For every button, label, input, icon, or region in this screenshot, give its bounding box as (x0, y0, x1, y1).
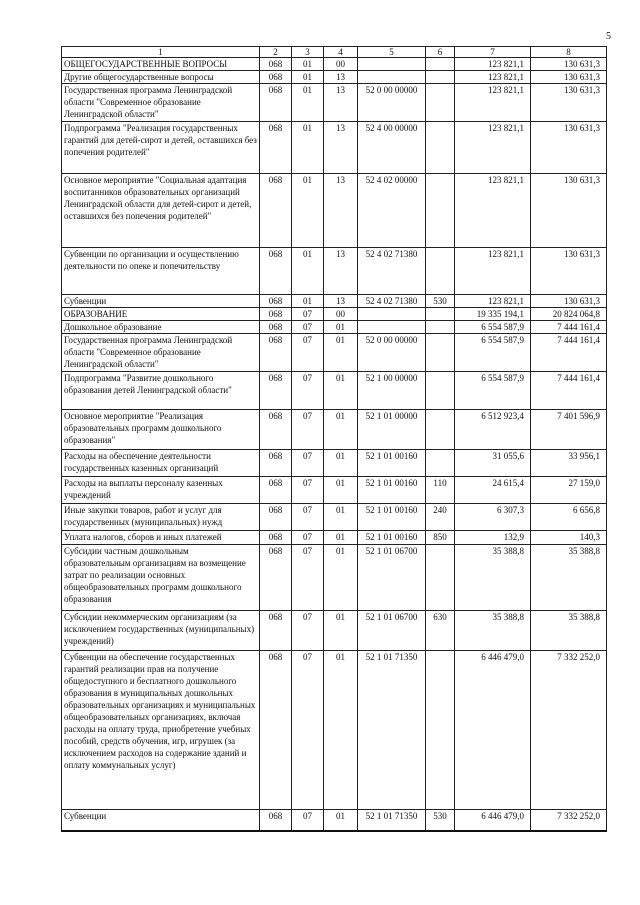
subsection-cell: 00 (324, 308, 358, 321)
ministry-code-cell: 068 (260, 810, 292, 832)
expense-type-cell (426, 450, 455, 477)
amount-2018-cell: 6 554 587,9 (455, 321, 531, 334)
section-cell: 01 (292, 71, 324, 84)
subsection-cell: 13 (324, 84, 358, 122)
target-article-cell: 52 1 01 00160 (358, 477, 426, 504)
amount-2019-cell: 130 631,3 (531, 122, 607, 174)
amount-2019-cell: 35 388,8 (531, 545, 607, 611)
expense-type-cell: 240 (426, 504, 455, 531)
column-header: 3 (292, 47, 324, 58)
target-article-cell: 52 1 01 71350 (358, 810, 426, 832)
name-cell: Подпрограмма "Реализация государственных гарантий для детей-сирот и детей, оставшихся без попечения родителей" (62, 122, 260, 174)
table-row (62, 477, 607, 504)
ministry-code-cell: 068 (260, 450, 292, 477)
ministry-code-cell: 068 (260, 122, 292, 174)
amount-2018-cell: 24 615,4 (455, 477, 531, 504)
subsection-cell: 01 (324, 545, 358, 611)
expense-type-cell: 110 (426, 477, 455, 504)
target-article-cell (358, 58, 426, 71)
section-cell: 07 (292, 321, 324, 334)
section-cell: 07 (292, 450, 324, 477)
column-header: 2 (260, 47, 292, 58)
amount-2019-cell: 20 824 064,8 (531, 308, 607, 321)
expense-type-cell (426, 372, 455, 410)
budget-table (61, 46, 607, 832)
page-number: 5 (606, 31, 611, 42)
table-row (62, 58, 607, 71)
table-row (62, 545, 607, 611)
name-cell: Подпрограмма "Развитие дошкольного образования детей Ленинградской области" (62, 372, 260, 410)
section-cell: 07 (292, 308, 324, 321)
section-cell: 07 (292, 372, 324, 410)
name-cell: Иные закупки товаров, работ и услуг для государственных (муниципальных) нужд (62, 504, 260, 531)
section-cell: 01 (292, 84, 324, 122)
amount-2018-cell: 35 388,8 (455, 611, 531, 651)
subsection-cell: 01 (324, 810, 358, 832)
amount-2018-cell: 132,9 (455, 531, 531, 545)
ministry-code-cell: 068 (260, 334, 292, 372)
target-article-cell: 52 0 00 00000 (358, 84, 426, 122)
target-article-cell: 52 4 02 00000 (358, 174, 426, 248)
ministry-code-cell: 068 (260, 308, 292, 321)
subsection-cell: 13 (324, 71, 358, 84)
table-row (62, 372, 607, 410)
header-row (62, 47, 607, 58)
section-cell: 07 (292, 531, 324, 545)
amount-2019-cell: 27 159,0 (531, 477, 607, 504)
section-cell: 01 (292, 122, 324, 174)
table-row (62, 321, 607, 334)
target-article-cell: 52 1 01 00160 (358, 450, 426, 477)
amount-2019-cell: 35 388,8 (531, 611, 607, 651)
expense-type-cell (426, 545, 455, 611)
amount-2019-cell: 6 656,8 (531, 504, 607, 531)
expense-type-cell: 630 (426, 611, 455, 651)
subsection-cell: 01 (324, 372, 358, 410)
table-row (62, 84, 607, 122)
expense-type-cell (426, 174, 455, 248)
name-cell: Субвенции (62, 295, 260, 308)
amount-2018-cell: 6 446 479,0 (455, 651, 531, 810)
expense-type-cell (426, 321, 455, 334)
section-cell: 07 (292, 334, 324, 372)
section-cell: 01 (292, 295, 324, 308)
table-row (62, 248, 607, 295)
amount-2019-cell: 130 631,3 (531, 84, 607, 122)
amount-2018-cell: 6 554 587,9 (455, 372, 531, 410)
column-header: 7 (455, 47, 531, 58)
name-cell: Другие общегосударственные вопросы (62, 71, 260, 84)
expense-type-cell (426, 334, 455, 372)
amount-2019-cell: 7 332 252,0 (531, 810, 607, 832)
target-article-cell: 52 1 01 06700 (358, 611, 426, 651)
table-row (62, 531, 607, 545)
target-article-cell: 52 0 00 00000 (358, 334, 426, 372)
name-cell: Субсидии некоммерческим организациям (за исключением государственных (муниципальных) учреждений) (62, 611, 260, 651)
amount-2019-cell: 7 444 161,4 (531, 372, 607, 410)
name-cell: Субвенции (62, 810, 260, 832)
expense-type-cell (426, 122, 455, 174)
section-cell: 01 (292, 174, 324, 248)
section-cell: 07 (292, 410, 324, 450)
target-article-cell: 52 1 01 06700 (358, 545, 426, 611)
subsection-cell: 01 (324, 321, 358, 334)
table-row (62, 450, 607, 477)
expense-type-cell: 850 (426, 531, 455, 545)
expense-type-cell (426, 84, 455, 122)
section-cell: 01 (292, 248, 324, 295)
subsection-cell: 01 (324, 611, 358, 651)
target-article-cell: 52 1 01 71350 (358, 651, 426, 810)
amount-2018-cell: 123 821,1 (455, 248, 531, 295)
table-row (62, 651, 607, 810)
column-header: 4 (324, 47, 358, 58)
section-cell: 01 (292, 58, 324, 71)
name-cell: Государственная программа Ленинградской области "Современное образование Ленинградской области" (62, 84, 260, 122)
subsection-cell: 01 (324, 477, 358, 504)
amount-2019-cell: 130 631,3 (531, 248, 607, 295)
name-cell: Расходы на обеспечение деятельности государственных казенных организаций (62, 450, 260, 477)
amount-2019-cell: 130 631,3 (531, 71, 607, 84)
amount-2019-cell: 130 631,3 (531, 174, 607, 248)
ministry-code-cell: 068 (260, 477, 292, 504)
subsection-cell: 01 (324, 410, 358, 450)
amount-2019-cell: 140,3 (531, 531, 607, 545)
amount-2019-cell: 130 631,3 (531, 295, 607, 308)
amount-2018-cell: 123 821,1 (455, 122, 531, 174)
target-article-cell: 52 1 00 00000 (358, 372, 426, 410)
section-cell: 07 (292, 545, 324, 611)
ministry-code-cell: 068 (260, 651, 292, 810)
ministry-code-cell: 068 (260, 248, 292, 295)
table-row (62, 410, 607, 450)
amount-2018-cell: 6 554 587,9 (455, 334, 531, 372)
name-cell: ОБРАЗОВАНИЕ (62, 308, 260, 321)
name-cell: Основное мероприятие "Реализация образовательных программ дошкольного образования" (62, 410, 260, 450)
name-cell: Государственная программа Ленинградской области "Современное образование Ленинградской области" (62, 334, 260, 372)
subsection-cell: 01 (324, 504, 358, 531)
amount-2018-cell: 123 821,1 (455, 174, 531, 248)
table-row (62, 295, 607, 308)
table-row (62, 71, 607, 84)
ministry-code-cell: 068 (260, 611, 292, 651)
section-cell: 07 (292, 651, 324, 810)
name-cell: ОБЩЕГОСУДАРСТВЕННЫЕ ВОПРОСЫ (62, 58, 260, 71)
name-cell: Субсидии частным дошкольным образовательным организациям на возмещение затрат по реализации основных общеобразовательных программ дошкольного образования (62, 545, 260, 611)
expense-type-cell (426, 651, 455, 810)
target-article-cell (358, 71, 426, 84)
subsection-cell: 01 (324, 651, 358, 810)
expense-type-cell (426, 58, 455, 71)
ministry-code-cell: 068 (260, 504, 292, 531)
subsection-cell: 13 (324, 248, 358, 295)
expense-type-cell (426, 410, 455, 450)
amount-2018-cell: 123 821,1 (455, 71, 531, 84)
section-cell: 07 (292, 810, 324, 832)
amount-2019-cell: 7 401 596,9 (531, 410, 607, 450)
amount-2018-cell: 123 821,1 (455, 295, 531, 308)
expense-type-cell (426, 248, 455, 295)
amount-2018-cell: 6 512 923,4 (455, 410, 531, 450)
ministry-code-cell: 068 (260, 295, 292, 308)
amount-2018-cell: 6 446 479,0 (455, 810, 531, 832)
ministry-code-cell: 068 (260, 372, 292, 410)
subsection-cell: 13 (324, 174, 358, 248)
ministry-code-cell: 068 (260, 174, 292, 248)
subsection-cell: 01 (324, 531, 358, 545)
expense-type-cell (426, 71, 455, 84)
ministry-code-cell: 068 (260, 410, 292, 450)
amount-2019-cell: 33 956,1 (531, 450, 607, 477)
expense-type-cell: 530 (426, 295, 455, 308)
amount-2018-cell: 19 335 194,1 (455, 308, 531, 321)
table-row (62, 504, 607, 531)
target-article-cell (358, 308, 426, 321)
subsection-cell: 00 (324, 58, 358, 71)
column-header: 1 (62, 47, 260, 58)
subsection-cell: 13 (324, 122, 358, 174)
target-article-cell: 52 1 01 00160 (358, 531, 426, 545)
table-row (62, 334, 607, 372)
amount-2019-cell: 130 631,3 (531, 58, 607, 71)
table-row (62, 308, 607, 321)
column-header: 5 (358, 47, 426, 58)
amount-2018-cell: 31 055,6 (455, 450, 531, 477)
name-cell: Расходы на выплаты персоналу казенных учреждений (62, 477, 260, 504)
section-cell: 07 (292, 504, 324, 531)
target-article-cell (358, 321, 426, 334)
ministry-code-cell: 068 (260, 58, 292, 71)
amount-2019-cell: 7 444 161,4 (531, 321, 607, 334)
amount-2018-cell: 6 307,3 (455, 504, 531, 531)
ministry-code-cell: 068 (260, 545, 292, 611)
expense-type-cell: 530 (426, 810, 455, 832)
expense-type-cell (426, 308, 455, 321)
subsection-cell: 01 (324, 450, 358, 477)
target-article-cell: 52 1 01 00160 (358, 504, 426, 531)
name-cell: Дошкольное образование (62, 321, 260, 334)
subsection-cell: 13 (324, 295, 358, 308)
name-cell: Уплата налогов, сборов и иных платежей (62, 531, 260, 545)
ministry-code-cell: 068 (260, 321, 292, 334)
table-row (62, 810, 607, 832)
amount-2018-cell: 123 821,1 (455, 84, 531, 122)
amount-2019-cell: 7 444 161,4 (531, 334, 607, 372)
column-header: 6 (426, 47, 455, 58)
amount-2019-cell: 7 332 252,0 (531, 651, 607, 810)
table-row (62, 611, 607, 651)
target-article-cell: 52 1 01 00000 (358, 410, 426, 450)
name-cell: Субвенции по организации и осуществлению деятельности по опеке и попечительству (62, 248, 260, 295)
section-cell: 07 (292, 477, 324, 504)
name-cell: Субвенции на обеспечение государственных гарантий реализации прав на получение общедоступного и бесплатного дошкольного образования в муниципальных дошкольных образовательных организациях и муниципальных общеобразовательных организациях, включая расходы на оплату труда, приобретение учебных пособий, средств обучения, игр, игрушек (за исключением расходов на содержание зданий и оплату коммунальных услуг) (62, 651, 260, 810)
ministry-code-cell: 068 (260, 84, 292, 122)
subsection-cell: 01 (324, 334, 358, 372)
target-article-cell: 52 4 00 00000 (358, 122, 426, 174)
section-cell: 07 (292, 611, 324, 651)
amount-2018-cell: 123 821,1 (455, 58, 531, 71)
ministry-code-cell: 068 (260, 71, 292, 84)
table-row (62, 174, 607, 248)
table-row (62, 122, 607, 174)
column-header: 8 (531, 47, 607, 58)
amount-2018-cell: 35 388,8 (455, 545, 531, 611)
ministry-code-cell: 068 (260, 531, 292, 545)
name-cell: Основное мероприятие "Социальная адаптация воспитанников образовательных организаций Ленинградской области для детей-сирот и детей, оставшихся без попечения родителей" (62, 174, 260, 248)
target-article-cell: 52 4 02 71380 (358, 295, 426, 308)
target-article-cell: 52 4 02 71380 (358, 248, 426, 295)
